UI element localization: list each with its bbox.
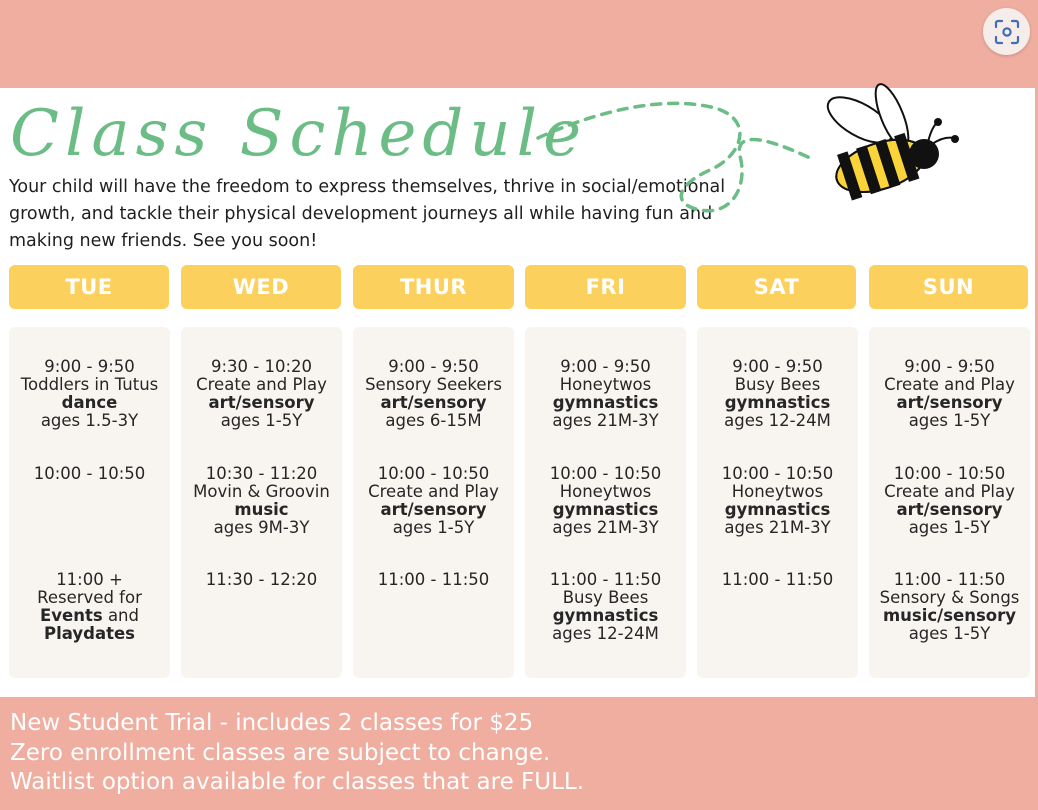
class-category: art/sensory	[896, 393, 1003, 412]
class-category: dance	[61, 393, 118, 412]
class-slot	[525, 571, 686, 643]
class-name: Toddlers in Tutus	[20, 375, 159, 394]
class-ages: ages 21M-3Y	[724, 518, 831, 537]
class-time: 10:00 - 10:50	[33, 464, 146, 483]
day-header-thur: THUR	[353, 265, 514, 309]
bee-illustration	[820, 82, 970, 202]
class-category: gymnastics	[552, 393, 659, 412]
day-column-sat	[697, 327, 858, 678]
lens-search-button[interactable]	[983, 8, 1030, 55]
class-ages: ages 12-24M	[552, 624, 659, 643]
class-time: 11:00 - 11:50	[721, 570, 834, 589]
intro-text: Your child will have the freedom to express themselves, thrive in social/emotional growth, and tackle their physical development journeys all while having fun and making new friends. See you soon!	[9, 177, 726, 251]
class-name: Create and Play	[368, 482, 499, 501]
class-ages: ages 1-5Y	[392, 518, 475, 537]
class-time: 11:00 - 11:50	[893, 570, 1006, 589]
class-name: Honeytwos	[559, 375, 652, 394]
class-name: Sensory Seekers	[365, 375, 502, 394]
footer-line-enrollment: Zero enrollment classes are subject to change.	[10, 739, 551, 766]
class-category: art/sensory	[380, 500, 487, 519]
page-title: Class Schedule	[10, 97, 587, 171]
class-ages: ages 1-5Y	[220, 411, 303, 430]
class-ages: ages 6-15M	[385, 411, 482, 430]
class-time: 9:00 - 9:50	[732, 357, 823, 376]
day-header-wed: WED	[181, 265, 341, 309]
day-header-tue: TUE	[9, 265, 169, 309]
reserved-and: and	[107, 606, 139, 625]
class-slot	[869, 571, 1030, 643]
class-slot	[9, 465, 170, 483]
day-header-sat: SAT	[697, 265, 856, 309]
class-name: Create and Play	[884, 482, 1015, 501]
class-ages: ages 21M-3Y	[552, 411, 659, 430]
class-time: 10:00 - 10:50	[721, 464, 834, 483]
reserved-note	[9, 607, 170, 625]
class-time: 11:00 +	[56, 570, 123, 589]
class-category: gymnastics	[552, 606, 659, 625]
class-ages: ages 9M-3Y	[213, 518, 310, 537]
class-name: Create and Play	[196, 375, 327, 394]
day-header-sun: SUN	[869, 265, 1028, 309]
class-ages: ages 12-24M	[724, 411, 831, 430]
class-name: Busy Bees	[562, 588, 649, 607]
footer-line-trial: New Student Trial - includes 2 classes for $25	[10, 710, 534, 736]
class-ages: ages 21M-3Y	[552, 518, 659, 537]
day-column-tue	[9, 327, 170, 678]
class-slot	[181, 571, 342, 589]
class-time: 11:00 - 11:50	[549, 570, 662, 589]
class-slot	[525, 465, 686, 537]
class-category: art/sensory	[208, 393, 315, 412]
reserved-events: Events	[40, 606, 103, 625]
footer-notes	[10, 709, 584, 798]
day-column-sun	[869, 327, 1030, 678]
class-slot	[9, 571, 170, 643]
class-slot	[697, 358, 858, 430]
class-slot	[697, 571, 858, 589]
class-ages: ages 1-5Y	[908, 411, 991, 430]
class-ages: ages 1-5Y	[908, 624, 991, 643]
class-time: 10:00 - 10:50	[549, 464, 662, 483]
class-name: Create and Play	[884, 375, 1015, 394]
reserved-playdates: Playdates	[44, 624, 135, 643]
dashed-flight-path	[520, 86, 850, 216]
day-column-wed	[181, 327, 342, 678]
class-slot	[353, 465, 514, 537]
class-name: Movin & Groovin	[193, 482, 330, 501]
class-time: 10:00 - 10:50	[893, 464, 1006, 483]
class-ages: ages 1-5Y	[908, 518, 991, 537]
class-name: Reserved for	[37, 588, 142, 607]
class-time: 10:00 - 10:50	[377, 464, 490, 483]
class-category: gymnastics	[552, 500, 659, 519]
class-time: 10:30 - 11:20	[205, 464, 318, 483]
day-column-thur	[353, 327, 514, 678]
class-category: art/sensory	[896, 500, 1003, 519]
class-time: 9:00 - 9:50	[560, 357, 651, 376]
class-slot	[869, 465, 1030, 537]
class-slot	[697, 465, 858, 537]
day-column-fri	[525, 327, 686, 678]
class-slot	[525, 358, 686, 430]
class-category: gymnastics	[724, 500, 831, 519]
class-time: 11:00 - 11:50	[377, 570, 490, 589]
class-time: 9:00 - 9:50	[904, 357, 995, 376]
class-category: gymnastics	[724, 393, 831, 412]
class-time: 9:30 - 10:20	[210, 357, 313, 376]
class-category: music	[234, 500, 289, 519]
class-name: Honeytwos	[559, 482, 652, 501]
class-slot	[869, 358, 1030, 430]
class-category: art/sensory	[380, 393, 487, 412]
class-slot	[9, 358, 170, 430]
class-slot	[181, 465, 342, 537]
class-ages: ages 1.5-3Y	[40, 411, 139, 430]
class-time: 9:00 - 9:50	[388, 357, 479, 376]
footer-line-waitlist: Waitlist option available for classes that are FULL.	[10, 769, 585, 795]
class-name: Sensory & Songs	[879, 588, 1020, 607]
class-name: Busy Bees	[734, 375, 821, 394]
class-time: 9:00 - 9:50	[44, 357, 135, 376]
day-header-fri: FRI	[525, 265, 686, 309]
class-name: Honeytwos	[731, 482, 824, 501]
class-category: music/sensory	[882, 606, 1017, 625]
lens-search-icon	[994, 19, 1020, 45]
class-slot	[353, 571, 514, 589]
class-slot	[181, 358, 342, 430]
class-time: 11:30 - 12:20	[205, 570, 318, 589]
class-slot	[353, 358, 514, 430]
